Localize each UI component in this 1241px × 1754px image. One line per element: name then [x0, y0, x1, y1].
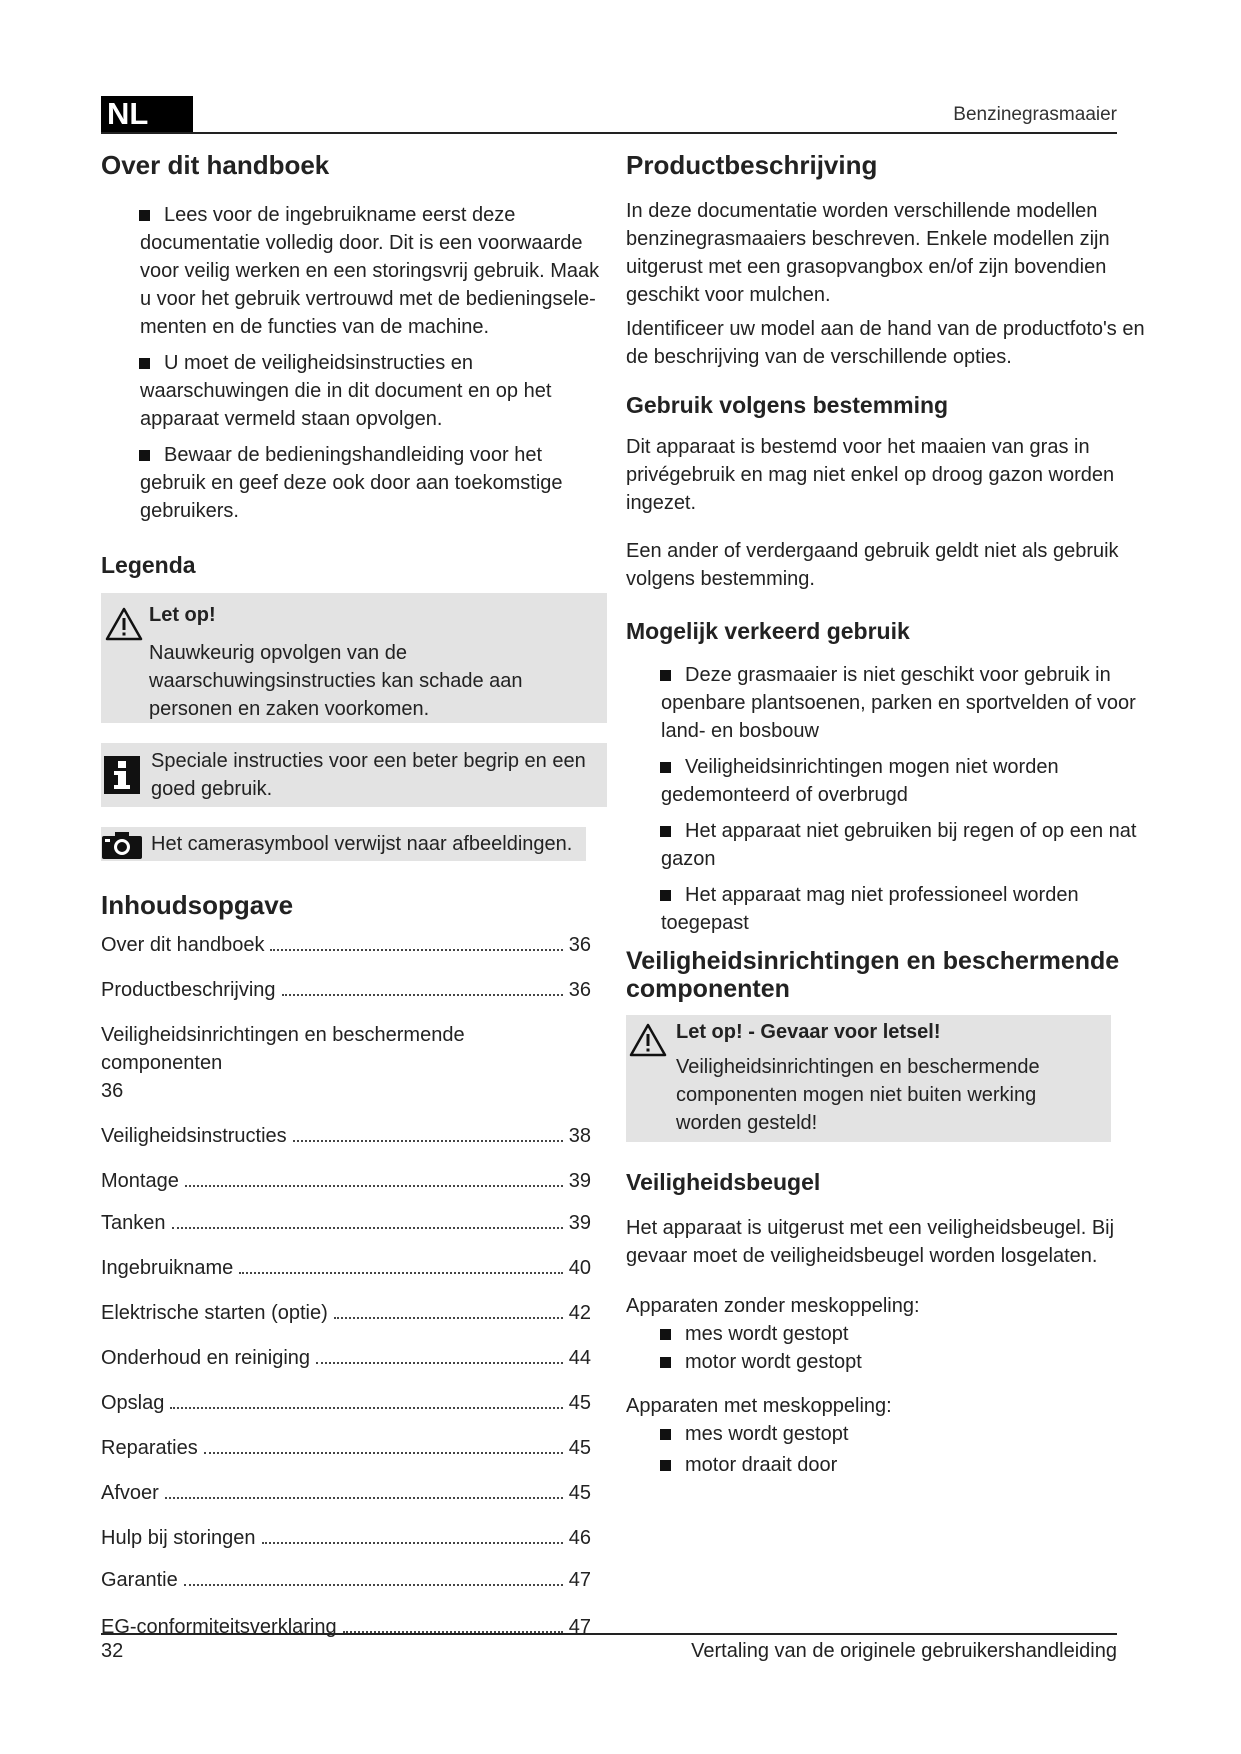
bullet-square-icon: [660, 826, 671, 837]
warning-triangle-icon: [105, 607, 143, 641]
bullet-square-icon: [660, 1329, 671, 1340]
info-icon: [104, 756, 140, 794]
product-paragraph-1: In deze documentatie worden verschillende modellen benzinegrasmaaiers beschreven. Enkele modellen zijn uitgerust met een grasopvangbox en/of zijn bovendien geschikt voor mulchen.: [626, 200, 1110, 306]
list-item: Het apparaat mag niet professioneel worden toegepast: [661, 884, 1079, 934]
footer-caption: Vertaling van de originele gebruikershandleiding: [691, 1640, 1117, 1662]
safety-warning-title: Let op! - Gevaar voor letsel!: [676, 1021, 941, 1043]
toc-entry[interactable]: EG-conformiteitsverklaring 47: [101, 1616, 591, 1638]
legend-camera-text: Het camerasymbool verwijst naar afbeeldingen.: [151, 833, 573, 855]
bullet-square-icon: [139, 450, 150, 461]
legend-heading: Legenda: [101, 552, 196, 578]
list-item: Het apparaat niet gebruiken bij regen of op een nat gazon: [661, 820, 1137, 870]
safety-warning-text: Veiligheidsinrichtingen en beschermende componenten mogen niet buiten werking worden gesteld!: [676, 1056, 1040, 1134]
toc-entry[interactable]: Hulp bij storingen 46: [101, 1527, 591, 1549]
bullet-square-icon: [139, 210, 150, 221]
table-of-contents: [101, 931, 591, 1641]
legend-warning-title: Let op!: [149, 604, 216, 626]
legend-warning-note: [101, 593, 607, 723]
safety-bail-paragraph: Het apparaat is uitgerust met een veiligheidsbeugel. Bij gevaar moet de veiligheidsbeugel worden losgelaten.: [626, 1217, 1115, 1267]
misuse-heading: Mogelijk verkeerd gebruik: [626, 618, 910, 644]
list-item: mes wordt gestopt: [661, 1320, 1146, 1348]
list-item: Bewaar de bedieningshandleiding voor het gebruik en geef deze ook door aan toekomstige gebruikers.: [140, 444, 563, 522]
list-item: Veiligheidsinrichtingen mogen niet worden gedemonteerd of overbrugd: [661, 756, 1059, 806]
legend-warning-text: Nauwkeurig opvolgen van de waarschuwingsinstructies kan schade aan personen en zaken voorkomen.: [149, 642, 523, 720]
list-item: motor draait door: [661, 1451, 1146, 1479]
language-tag: NL: [101, 96, 193, 132]
toc-entry[interactable]: Veiligheidsinstructies 38: [101, 1125, 591, 1147]
intended-use-paragraph-1: Dit apparaat is bestemd voor het maaien van gras in privégebruik en mag niet enkel op droog gazon worden ingezet.: [626, 436, 1115, 514]
toc-entry[interactable]: Over dit handboek 36: [101, 934, 591, 956]
document-title: Benzinegrasmaaier: [953, 104, 1117, 125]
footer-rule: [101, 1633, 1117, 1635]
bullet-square-icon: [660, 1429, 671, 1440]
list-item: U moet de veiligheidsinstructies en waarschuwingen die in dit document en op het apparaat vermeld staan opvolgen.: [140, 352, 552, 430]
toc-entry[interactable]: Veiligheidsinrichtingen en beschermende componenten 36: [101, 1024, 465, 1102]
list-item: Deze grasmaaier is niet geschikt voor gebruik in openbare plantsoenen, parken en sportvelden of voor land- en bosbouw: [661, 664, 1136, 742]
header-rule: [101, 132, 1117, 134]
bullet-square-icon: [660, 1357, 671, 1368]
legend-info-text: Speciale instructies voor een beter begrip en een goed gebruik.: [151, 750, 586, 800]
bullet-square-icon: [660, 762, 671, 773]
legend-info-note: [101, 743, 607, 807]
product-paragraph-2: Identificeer uw model aan de hand van de productfoto's en de beschrijving van de verschillende opties.: [626, 318, 1145, 368]
legend-camera-note: [101, 827, 586, 861]
bullet-square-icon: [139, 358, 150, 369]
toc-entry[interactable]: Opslag 45: [101, 1392, 591, 1414]
right-column: [626, 145, 1146, 1479]
without-clutch-label: Apparaten zonder meskoppeling:: [626, 1295, 920, 1317]
camera-icon: [102, 831, 142, 859]
toc-entry[interactable]: Productbeschrijving 36: [101, 979, 591, 1001]
bullet-square-icon: [660, 1460, 671, 1471]
toc-entry[interactable]: Elektrische starten (optie) 42: [101, 1302, 591, 1324]
bullet-square-icon: [660, 890, 671, 901]
list-item: motor wordt gestopt: [661, 1348, 1146, 1376]
misuse-list: [626, 661, 1146, 937]
safety-warning-note: [626, 1015, 1111, 1142]
intended-use-paragraph-2: Een ander of verdergaand gebruik geldt niet als gebruik volgens bestemming.: [626, 540, 1119, 590]
toc-entry[interactable]: Onderhoud en reiniging 44: [101, 1347, 591, 1369]
toc-entry[interactable]: Reparaties 45: [101, 1437, 591, 1459]
toc-entry[interactable]: Afvoer 45: [101, 1482, 591, 1504]
toc-heading: Inhoudsopgave: [101, 890, 294, 920]
about-heading: Over dit handboek: [101, 150, 330, 180]
intended-use-heading: Gebruik volgens bestemming: [626, 392, 949, 418]
with-clutch-list: [626, 1420, 1146, 1479]
product-heading: Productbeschrijving: [626, 150, 878, 180]
without-clutch-list: [626, 1320, 1146, 1376]
page-number: 32: [101, 1640, 124, 1662]
warning-triangle-icon: [629, 1023, 667, 1057]
left-column: [101, 145, 607, 1641]
safety-bail-heading: Veiligheidsbeugel: [626, 1169, 821, 1195]
bullet-square-icon: [660, 670, 671, 681]
toc-entry[interactable]: Ingebruikname 40: [101, 1257, 591, 1279]
list-item: mes wordt gestopt: [661, 1420, 1146, 1448]
list-item: Lees voor de ingebruikname eerst deze documentatie volledig door. Dit is een voorwaarde voor veilig werken en een storingsvrij gebruik. Maak u voor het gebruik vertrouwd met de bedieningsele-menten en de functies van de machine.: [140, 204, 600, 338]
toc-entry[interactable]: Garantie 47: [101, 1569, 591, 1591]
toc-entry[interactable]: Montage 39: [101, 1170, 591, 1192]
with-clutch-label: Apparaten met meskoppeling:: [626, 1395, 892, 1417]
toc-entry[interactable]: Tanken 39: [101, 1212, 591, 1234]
safety-devices-heading: Veiligheidsinrichtingen en beschermende componenten: [626, 947, 1120, 1003]
about-list: [101, 201, 607, 525]
